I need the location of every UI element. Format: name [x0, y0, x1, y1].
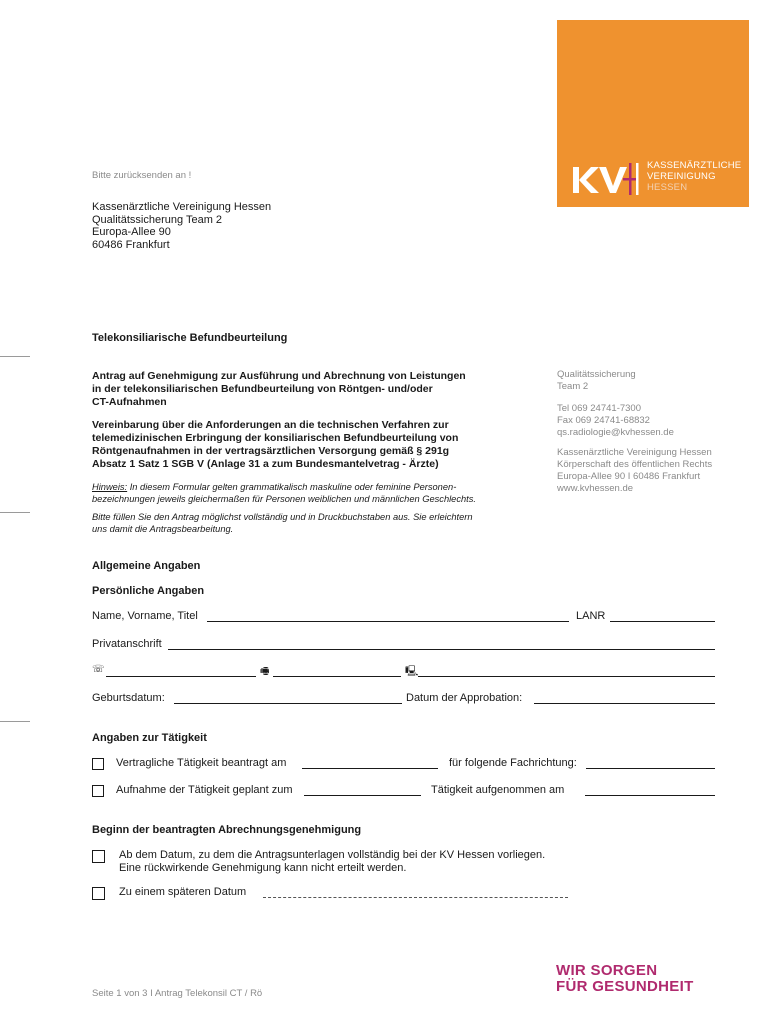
activity-heading: Angaben zur Tätigkeit: [92, 732, 207, 744]
slogan-line: WIR SORGEN: [556, 962, 658, 979]
text-line: Ab dem Datum, zu dem die Antragsunterlagen vollständig bei der KV Hessen vorliegen.: [119, 849, 546, 861]
fill-instruction: [92, 511, 542, 535]
specialty-field[interactable]: [586, 768, 715, 769]
approbation-label: Datum der Approbation:: [406, 692, 523, 704]
text-line: Eine rückwirkende Genehmigung kann nicht erteilt werden.: [119, 862, 407, 874]
phone-icon: ☏: [92, 664, 105, 675]
later-date-checkbox[interactable]: [92, 887, 105, 900]
lanr-label: LANR: [576, 610, 606, 622]
text-line: Antrag auf Genehmigung zur Ausführung und Abrechnung von Leistungen: [92, 370, 466, 382]
fax-field[interactable]: [273, 676, 401, 677]
team: Team 2: [557, 381, 589, 392]
text-line: Vereinbarung über die Anforderungen an die technischen Verfahren zur: [92, 419, 449, 431]
hint-label: Hinweis:: [92, 482, 128, 492]
form-title: Telekonsiliarische Befundbeurteilung: [92, 332, 288, 344]
recipient-address: [92, 201, 271, 251]
kv-hessen-logo: [557, 20, 749, 207]
personal-heading: Persönliche Angaben: [92, 585, 205, 597]
address-line: 60486 Frankfurt: [92, 238, 170, 251]
private-address-field[interactable]: [168, 649, 715, 650]
address-line: Qualitätssicherung Team 2: [92, 213, 223, 226]
complete-documents-label: [119, 849, 545, 875]
fax-number: Fax 069 24741-68832: [557, 415, 650, 426]
hint-note: [92, 481, 542, 505]
text-line: Röntgenaufnahmen in der vertragsärztlichen Versorgung gemäß § 291g: [92, 445, 450, 457]
logo-line: KASSENÄRZTLICHE: [647, 160, 742, 171]
approval-start-heading: Beginn der beantragten Abrechnungsgenehmigung: [92, 824, 362, 836]
org-type: Körperschaft des öffentlichen Rechts: [557, 459, 713, 470]
private-address-label: Privatanschrift: [92, 638, 162, 650]
contract-activity-checkbox[interactable]: [92, 758, 104, 770]
org-name: Kassenärztliche Vereinigung Hessen: [557, 447, 712, 458]
page-footer: Seite 1 von 3 I Antrag Telekonsil CT / Rö: [92, 988, 263, 999]
application-heading: [92, 370, 522, 409]
phone-number: Tel 069 24741-7300: [557, 403, 641, 414]
start-activity-checkbox[interactable]: [92, 785, 104, 797]
contract-activity-label: Vertragliche Tätigkeit beantragt am: [116, 757, 287, 769]
email-address[interactable]: qs.radiologie@kvhessen.de: [557, 427, 674, 438]
started-date-field[interactable]: [585, 795, 715, 796]
kv-logo-mark-icon: [571, 159, 641, 199]
approbation-field[interactable]: [534, 703, 715, 704]
text-line: bezeichnungen jeweils gleichermaßen für Personen weiblichen und männlichen Geschlechts.: [92, 494, 476, 504]
fold-mark: [0, 512, 30, 513]
logo-line: VEREINIGUNG: [647, 171, 716, 182]
phone-field[interactable]: [106, 676, 256, 677]
birthdate-label: Geburtsdatum:: [92, 692, 165, 704]
department: Qualitätssicherung: [557, 369, 636, 380]
logo-line: HESSEN: [647, 182, 688, 193]
text-line: In diesem Formular gelten grammatikalisch maskuline oder feminine Personen-: [127, 482, 457, 492]
text-line: telemedizinischen Erbringung der konsiliarischen Befundbeurteilung von: [92, 432, 459, 444]
fold-mark: [0, 721, 30, 722]
started-activity-label: Tätigkeit aufgenommen am: [431, 784, 565, 796]
org-address: Europa-Allee 90 I 60486 Frankfurt: [557, 471, 701, 482]
birthdate-field[interactable]: [174, 703, 402, 704]
return-label: Bitte zurücksenden an !: [92, 170, 192, 181]
later-date-field[interactable]: [263, 897, 568, 898]
text-line: CT-Aufnahmen: [92, 396, 167, 408]
agreement-heading: [92, 419, 522, 471]
slogan-line: FÜR GESUNDHEIT: [556, 978, 694, 995]
name-field[interactable]: [207, 621, 569, 622]
logo-wordmark: [647, 160, 741, 193]
name-label: Name, Vorname, Titel: [92, 610, 198, 622]
address-line: Kassenärztliche Vereinigung Hessen: [92, 201, 272, 213]
fold-mark: [0, 356, 30, 357]
specialty-label: für folgende Fachrichtung:: [449, 757, 577, 769]
later-date-label: Zu einem späteren Datum: [119, 886, 247, 898]
email-field[interactable]: [418, 676, 715, 677]
slogan: [556, 963, 694, 995]
website-link[interactable]: www.kvhessen.de: [557, 483, 634, 494]
text-line: in der telekonsiliarischen Befundbeurteilung von Röntgen- und/oder: [92, 383, 433, 395]
computer-icon: 🖳: [405, 666, 419, 677]
text-line: Bitte füllen Sie den Antrag möglichst vollständig und in Druckbuchstaben aus. Sie erleichtern: [92, 512, 473, 522]
text-line: Absatz 1 Satz 1 SGB V (Anlage 31 a zum Bundesmantelvetrag - Ärzte): [92, 458, 439, 470]
complete-documents-checkbox[interactable]: [92, 850, 105, 863]
planned-date-field[interactable]: [304, 795, 421, 796]
address-line: Europa-Allee 90: [92, 226, 171, 238]
lanr-field[interactable]: [610, 621, 715, 622]
start-activity-label: Aufnahme der Tätigkeit geplant zum: [116, 784, 293, 796]
text-line: uns damit die Antragsbearbeitung.: [92, 524, 234, 534]
contact-sidebar: [557, 369, 757, 495]
general-heading: Allgemeine Angaben: [92, 560, 201, 572]
contract-date-field[interactable]: [302, 768, 438, 769]
fax-icon: 🖷: [260, 666, 270, 677]
